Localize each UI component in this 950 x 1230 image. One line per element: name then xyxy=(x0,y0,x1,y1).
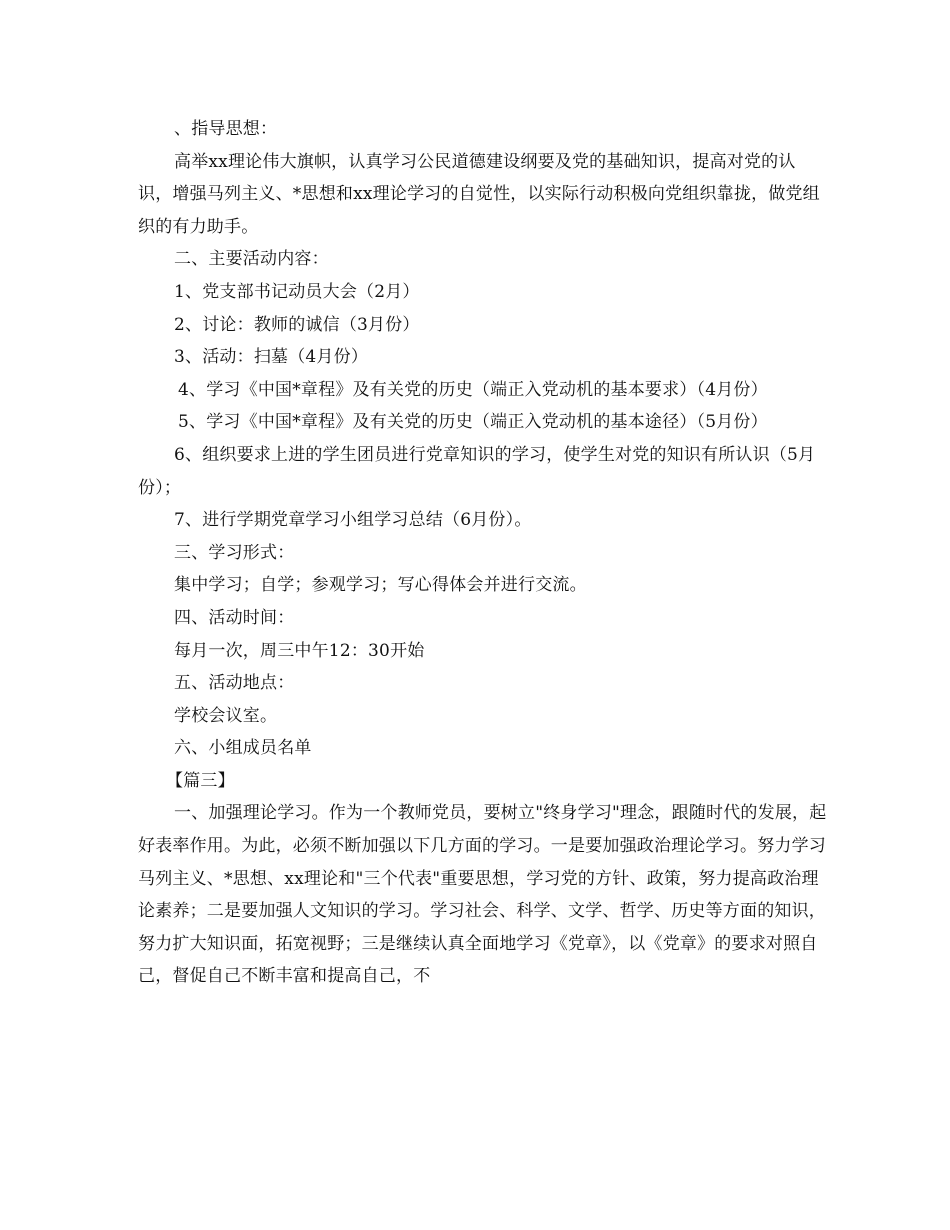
activity-item-7: 7、进行学期党章学习小组学习总结（6月份）。 xyxy=(174,510,532,531)
activity-item-1: 1、党支部书记动员大会（2月） xyxy=(174,281,420,302)
activity-item-2: 2、讨论：教师的诚信（3月份） xyxy=(174,314,420,335)
activity-item-6: 6、组织要求上进的学生团员进行党章知识的学习，使学生对党的知识有所认识（5月份）； xyxy=(138,444,816,498)
paragraph-study-form: 集中学习；自学；参观学习；写心得体会并进行交流。 xyxy=(174,575,587,596)
paragraph-activity-time: 每月一次，周三中午12：30开始 xyxy=(174,640,425,661)
paragraph-guiding-ideology: 高举xx理论伟大旗帜，认真学习公民道德建设纲要及党的基础知识，提高对党的认识，增强马列主义、*思想和xx理论学习的自觉性，以实际行动积极向党组织靠拢，做党组织的有力助手。 xyxy=(138,151,820,237)
activity-item-4: 4、学习《中国*章程》及有关党的历史（端正入党动机的基本要求）（4月份） xyxy=(178,379,768,400)
paragraph-theory-study: 一、加强理论学习。作为一个教师党员，要树立"终身学习"理念，跟随时代的发展，起好表率作用。为此，必须不断加强以下几方面的学习。一是要加强政治理论学习。努力学习马列主义、*思想、xx理论和"三个代表"重要思想，学习党的方针、政策，努力提高政治理论素养；二是要加强人文知识的学习。学习社会、科学、文学、哲学、历史等方面的知识，努力扩大知识面，拓宽视野；三是继续认真全面地学习《党章》，以《党章》的要求对照自己，督促自己不断丰富和提高自己，不 xyxy=(138,803,827,987)
heading-main-activities: 二、主要活动内容： xyxy=(174,249,329,270)
heading-study-form: 三、学习形式： xyxy=(174,542,295,563)
heading-guiding-ideology: 、指导思想： xyxy=(174,119,278,139)
heading-activity-time: 四、活动时间： xyxy=(174,607,295,628)
paragraph-activity-location: 学校会议室。 xyxy=(174,705,278,726)
document-body xyxy=(138,113,828,993)
activity-item-3: 3、活动：扫墓（4月份） xyxy=(174,347,369,368)
heading-activity-location: 五、活动地点： xyxy=(174,673,295,694)
activity-item-5: 5、学习《中国*章程》及有关党的历史（端正入党动机的基本途径）（5月份） xyxy=(178,412,768,433)
section-heading-part-three: 【篇三】 xyxy=(166,770,235,791)
heading-member-list: 六、小组成员名单 xyxy=(174,738,312,759)
